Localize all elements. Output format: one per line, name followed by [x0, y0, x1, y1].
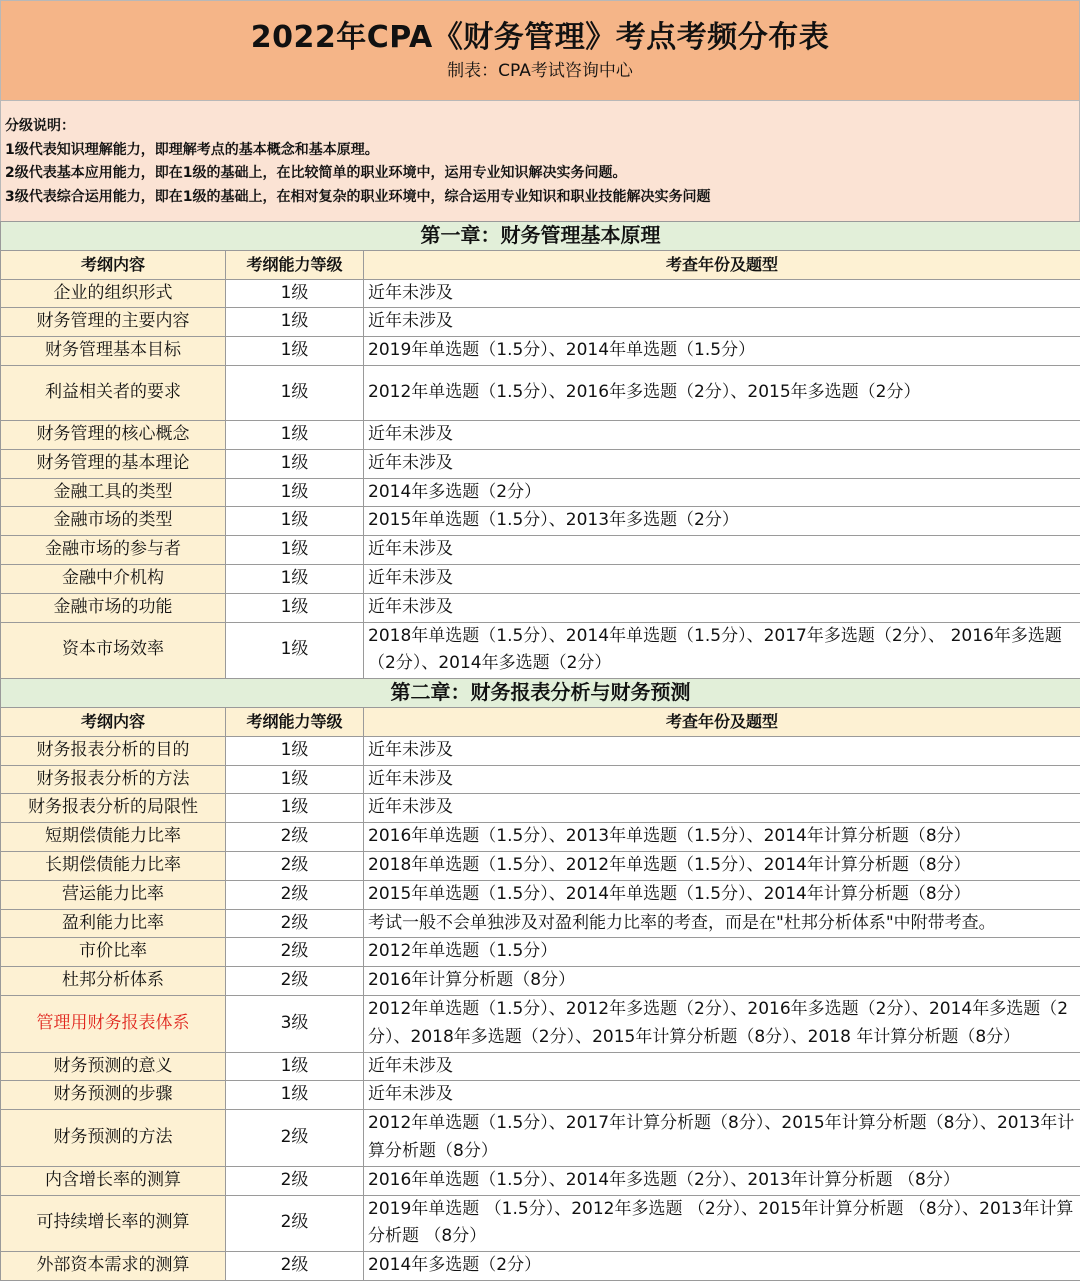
row-item: 财务预测的步骤 [1, 1081, 226, 1110]
notes-heading: 分级说明： [5, 118, 75, 134]
row-level: 1级 [226, 365, 364, 420]
row-exams: 2012年单选题（1.5分）、2016年多选题（2分）、2015年多选题（2分） [364, 365, 1080, 420]
row-item: 长期偿债能力比率 [1, 851, 226, 880]
row-exams: 2015年单选题（1.5分）、2013年多选题（2分） [364, 507, 1080, 536]
row-level: 2级 [226, 909, 364, 938]
column-header-row [1, 707, 1080, 736]
row-item: 财务管理的基本理论 [1, 449, 226, 478]
table-row [1, 337, 1080, 366]
table-row [1, 1166, 1080, 1195]
table-row [1, 622, 1080, 679]
row-level: 1级 [226, 449, 364, 478]
table-row [1, 1252, 1080, 1281]
row-item: 金融市场的类型 [1, 507, 226, 536]
row-level: 1级 [226, 478, 364, 507]
row-level: 1级 [226, 765, 364, 794]
row-item: 金融市场的功能 [1, 593, 226, 622]
row-exams: 近年未涉及 [364, 794, 1080, 823]
row-level: 1级 [226, 564, 364, 593]
row-level: 2级 [226, 967, 364, 996]
column-header-level: 考纲能力等级 [226, 707, 364, 736]
chapter-title: 第一章：财务管理基本原理 [1, 222, 1080, 251]
row-level: 1级 [226, 622, 364, 679]
row-item: 财务管理基本目标 [1, 337, 226, 366]
row-item: 金融工具的类型 [1, 478, 226, 507]
row-item: 资本市场效率 [1, 622, 226, 679]
table-row [1, 507, 1080, 536]
row-item: 营运能力比率 [1, 880, 226, 909]
row-item: 财务管理的主要内容 [1, 308, 226, 337]
row-exams: 2014年多选题（2分） [364, 1252, 1080, 1281]
column-header-row [1, 250, 1080, 279]
chapter-header-row [1, 222, 1080, 251]
row-level: 1级 [226, 536, 364, 565]
row-exams: 2016年单选题（1.5分）、2014年多选题（2分）、2013年计算分析题 （8分） [364, 1166, 1080, 1195]
row-item: 杜邦分析体系 [1, 967, 226, 996]
row-exams: 考试一般不会单独涉及对盈利能力比率的考查，而是在"杜邦分析体系"中附带考查。 [364, 909, 1080, 938]
row-item: 财务报表分析的目的 [1, 736, 226, 765]
row-exams: 2012年单选题（1.5分）、2017年计算分析题（8分）、2015年计算分析题（8分）、2013年计算分析题（8分） [364, 1110, 1080, 1167]
row-exams: 近年未涉及 [364, 736, 1080, 765]
row-exams: 近年未涉及 [364, 308, 1080, 337]
row-exams: 近年未涉及 [364, 593, 1080, 622]
row-exams: 近年未涉及 [364, 279, 1080, 308]
row-exams: 2018年单选题（1.5分）、2012年单选题（1.5分）、2014年计算分析题（8分） [364, 851, 1080, 880]
table-row [1, 279, 1080, 308]
row-level: 2级 [226, 1110, 364, 1167]
chapter-title: 第二章：财务报表分析与财务预测 [1, 679, 1080, 708]
row-item: 财务预测的方法 [1, 1110, 226, 1167]
row-exams: 2019年单选题 （1.5分）、2012年多选题 （2分）、2015年计算分析题 （8分）、2013年计算分析题 （8分） [364, 1195, 1080, 1252]
row-item: 短期偿债能力比率 [1, 823, 226, 852]
row-item: 企业的组织形式 [1, 279, 226, 308]
notes-level-1: 1级代表知识理解能力，即理解考点的基本概念和基本原理。 [5, 141, 379, 158]
notes-level-2: 2级代表基本应用能力，即在1级的基础上，在比较简单的职业环境中，运用专业知识解决实务问题。 [5, 165, 627, 181]
row-level: 1级 [226, 1081, 364, 1110]
column-header-exams: 考查年份及题型 [364, 250, 1080, 279]
table-row [1, 1052, 1080, 1081]
row-exams: 近年未涉及 [364, 420, 1080, 449]
table-row [1, 736, 1080, 765]
row-item: 财务报表分析的局限性 [1, 794, 226, 823]
row-exams: 近年未涉及 [364, 1081, 1080, 1110]
row-level: 2级 [226, 823, 364, 852]
row-exams: 2016年单选题（1.5分）、2013年单选题（1.5分）、2014年计算分析题（8分） [364, 823, 1080, 852]
row-item: 市价比率 [1, 938, 226, 967]
row-level: 3级 [226, 995, 364, 1052]
column-header-exams: 考查年份及题型 [364, 707, 1080, 736]
row-level: 1级 [226, 279, 364, 308]
table-row [1, 765, 1080, 794]
row-exams: 2019年单选题（1.5分）、2014年单选题（1.5分） [364, 337, 1080, 366]
table-row [1, 564, 1080, 593]
row-level: 1级 [226, 308, 364, 337]
table-row [1, 967, 1080, 996]
row-level: 1级 [226, 420, 364, 449]
column-header-level: 考纲能力等级 [226, 250, 364, 279]
row-level: 2级 [226, 1252, 364, 1281]
header-banner [0, 0, 1080, 101]
row-item: 金融中介机构 [1, 564, 226, 593]
row-level: 1级 [226, 794, 364, 823]
row-item: 管理用财务报表体系 [1, 995, 226, 1052]
row-level: 2级 [226, 1166, 364, 1195]
row-level: 1级 [226, 736, 364, 765]
table-row [1, 794, 1080, 823]
row-level: 2级 [226, 851, 364, 880]
row-item: 财务报表分析的方法 [1, 765, 226, 794]
row-item: 外部资本需求的测算 [1, 1252, 226, 1281]
table-row [1, 1081, 1080, 1110]
table-row [1, 880, 1080, 909]
table-row [1, 995, 1080, 1052]
exam-table [0, 221, 1080, 1281]
chapter-header-row [1, 679, 1080, 708]
row-exams: 近年未涉及 [364, 536, 1080, 565]
row-exams: 2018年单选题（1.5分）、2014年单选题（1.5分）、2017年多选题（2分）、 2016年多选题（2分）、2014年多选题（2分） [364, 622, 1080, 679]
row-item: 财务管理的核心概念 [1, 420, 226, 449]
row-item: 财务预测的意义 [1, 1052, 226, 1081]
column-header-item: 考纲内容 [1, 707, 226, 736]
table-row [1, 1195, 1080, 1252]
column-header-item: 考纲内容 [1, 250, 226, 279]
row-exams: 近年未涉及 [364, 449, 1080, 478]
row-item: 盈利能力比率 [1, 909, 226, 938]
table-row [1, 449, 1080, 478]
table-row [1, 1110, 1080, 1167]
table-row [1, 478, 1080, 507]
row-exams: 近年未涉及 [364, 765, 1080, 794]
row-exams: 2014年多选题（2分） [364, 478, 1080, 507]
table-row [1, 851, 1080, 880]
row-exams: 近年未涉及 [364, 1052, 1080, 1081]
row-exams: 近年未涉及 [364, 564, 1080, 593]
row-level: 2级 [226, 1195, 364, 1252]
row-level: 1级 [226, 507, 364, 536]
row-exams: 2015年单选题（1.5分）、2014年单选题（1.5分）、2014年计算分析题（8分） [364, 880, 1080, 909]
row-level: 1级 [226, 1052, 364, 1081]
page-subtitle: 制表：CPA考试咨询中心 [447, 61, 633, 81]
table-row [1, 308, 1080, 337]
row-item: 金融市场的参与者 [1, 536, 226, 565]
row-level: 2级 [226, 880, 364, 909]
table-row [1, 938, 1080, 967]
table-row [1, 420, 1080, 449]
row-item: 利益相关者的要求 [1, 365, 226, 420]
row-exams: 2012年单选题（1.5分） [364, 938, 1080, 967]
page-title: 2022年CPA《财务管理》考点考频分布表 [250, 20, 830, 55]
table-row [1, 365, 1080, 420]
row-level: 2级 [226, 938, 364, 967]
table-row [1, 823, 1080, 852]
row-exams: 2016年计算分析题（8分） [364, 967, 1080, 996]
table-row [1, 909, 1080, 938]
notes-level-3: 3级代表综合运用能力，即在1级的基础上，在相对复杂的职业环境中，综合运用专业知识和职业技能解决实务问题 [5, 188, 711, 205]
row-item: 内含增长率的测算 [1, 1166, 226, 1195]
table-row [1, 593, 1080, 622]
table-row [1, 536, 1080, 565]
row-level: 1级 [226, 337, 364, 366]
grade-notes [0, 101, 1080, 221]
row-exams: 2012年单选题（1.5分）、2012年多选题（2分）、2016年多选题（2分）、2014年多选题（2分）、2018年多选题（2分）、2015年计算分析题（8分）、2018 年计算分析题（8分） [364, 995, 1080, 1052]
row-item: 可持续增长率的测算 [1, 1195, 226, 1252]
row-level: 1级 [226, 593, 364, 622]
